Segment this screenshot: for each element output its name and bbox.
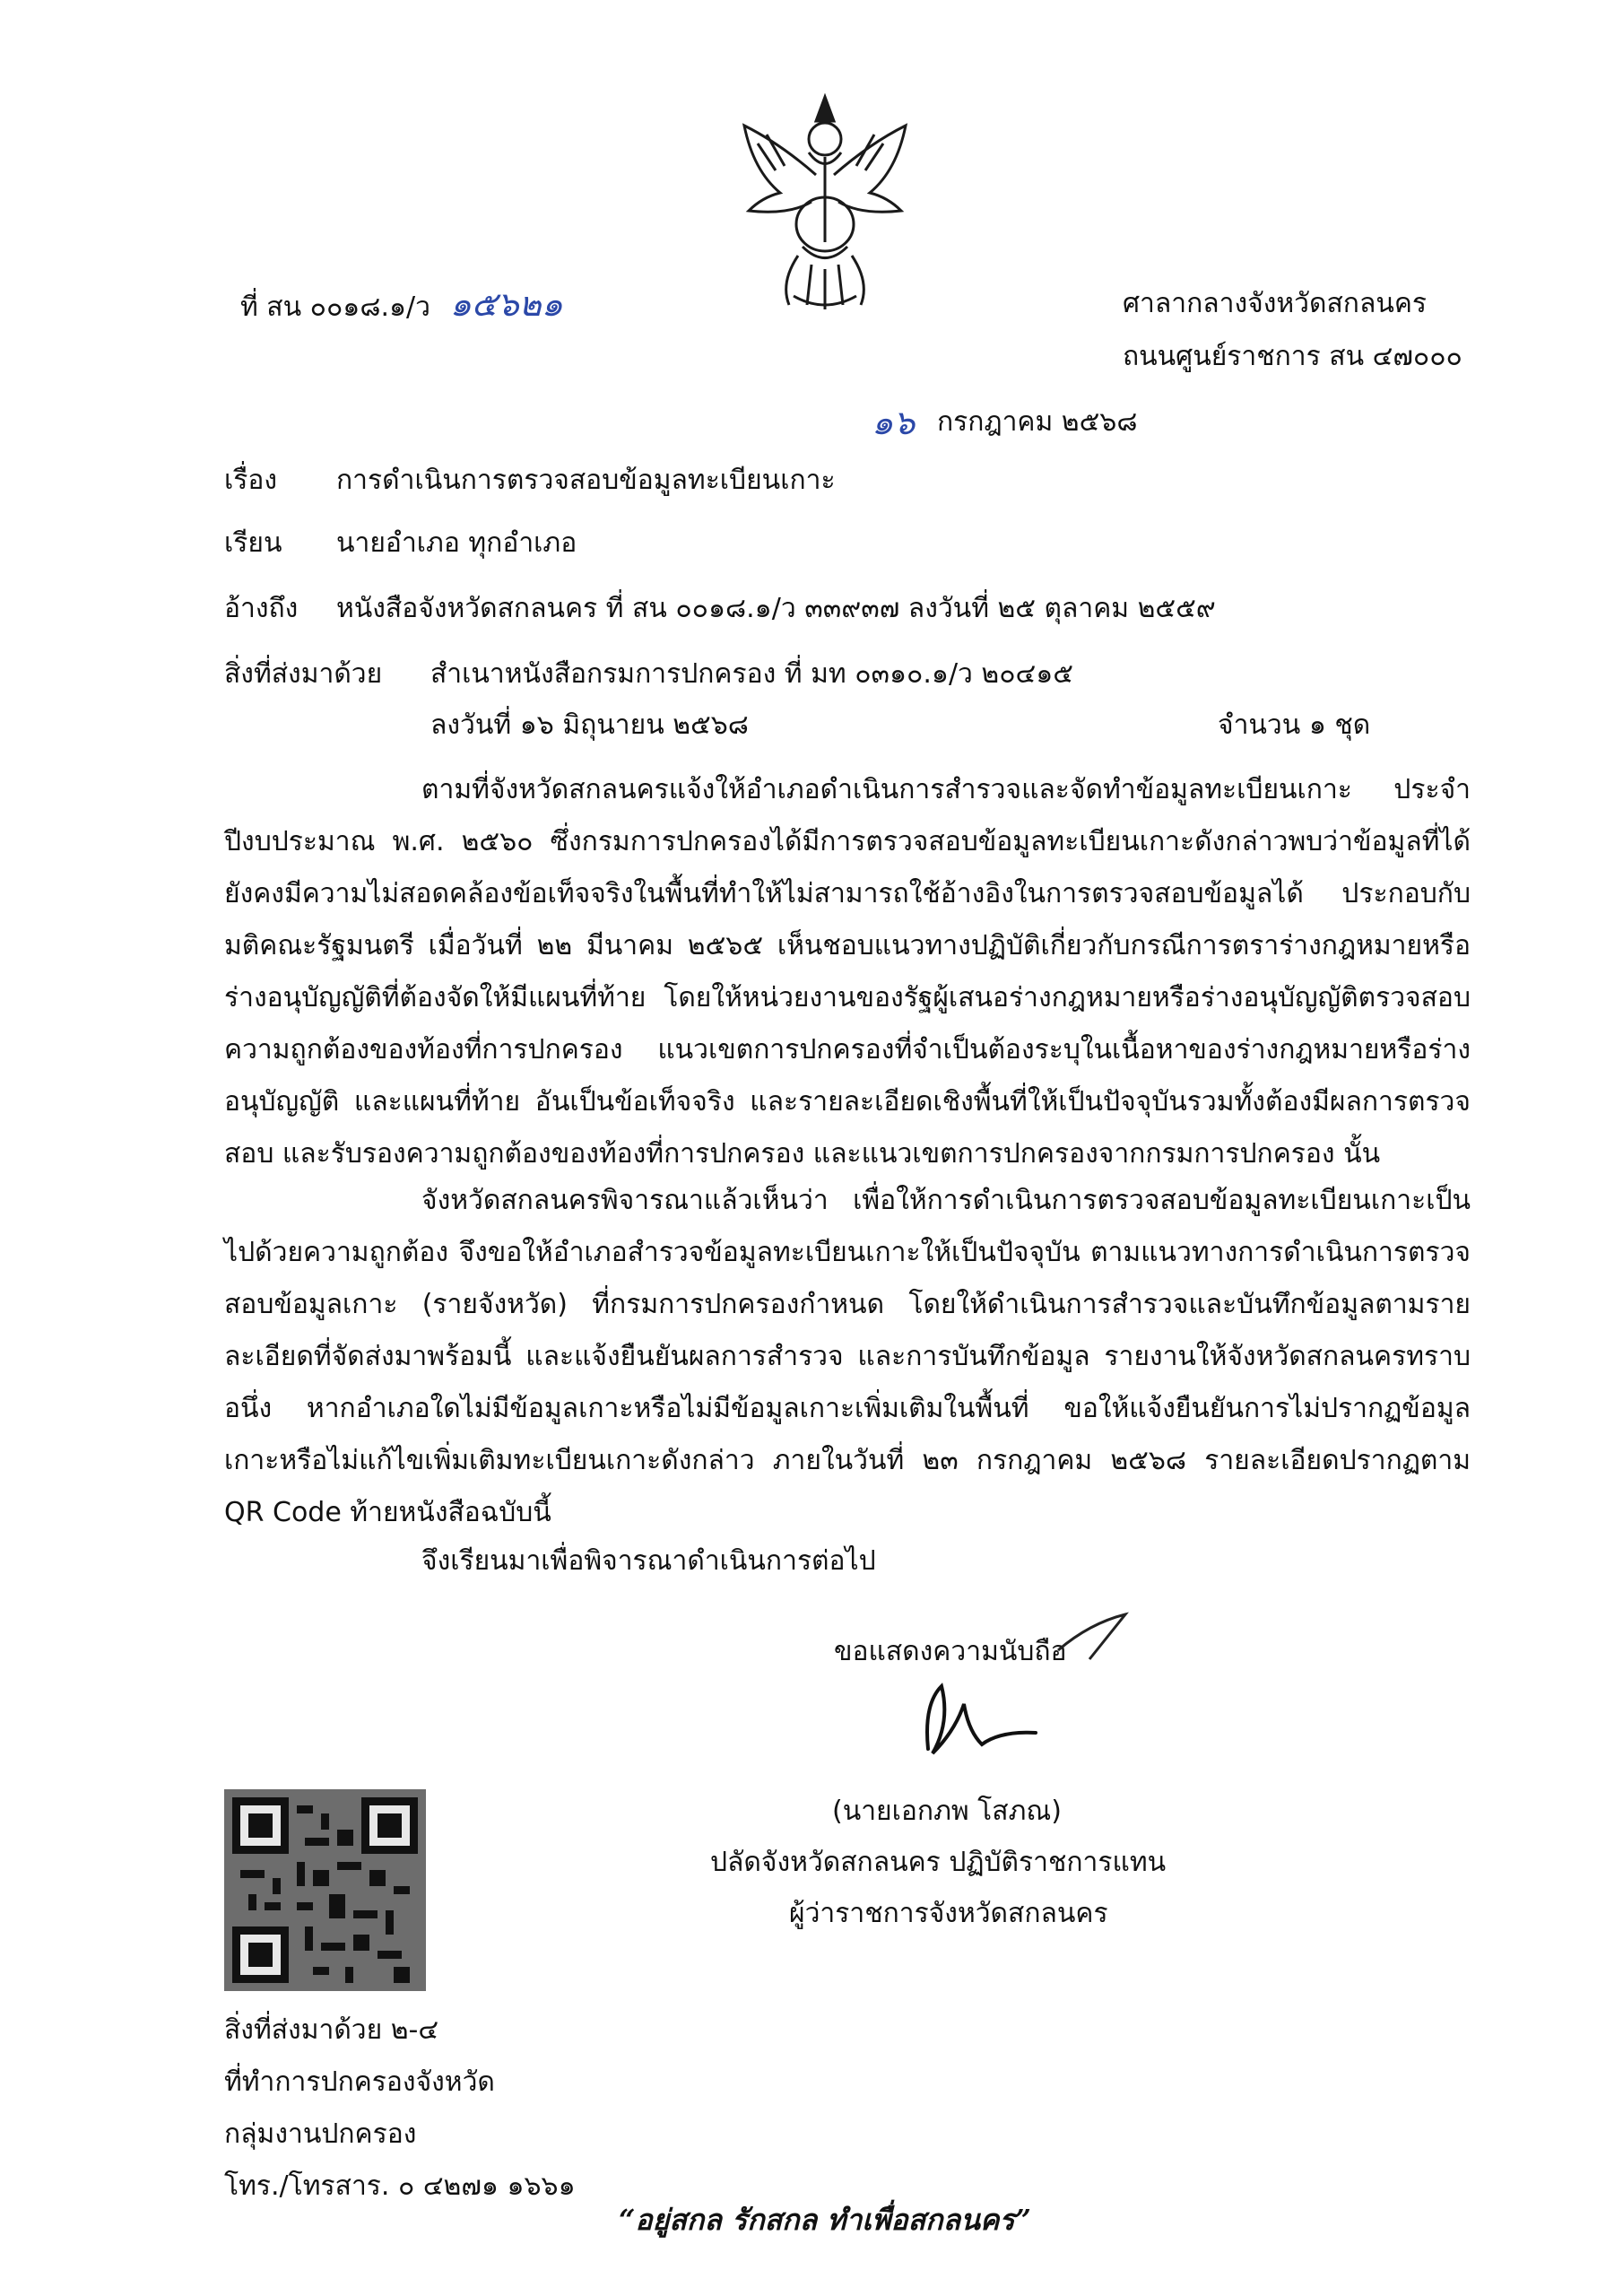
subject-text: การดำเนินการตรวจสอบข้อมูลทะเบียนเกาะ — [336, 465, 836, 496]
motto: “อยู่สกล รักสกล ทำเพื่อสกลนคร” — [619, 2203, 1031, 2237]
garuda-emblem-icon — [726, 90, 924, 314]
body-paragraph-1: ตามที่จังหวัดสกลนครแจ้งให้อำเภอดำเนินการสำรวจและจัดทำข้อมูลทะเบียนเกาะ ประจำปีงบประมาณ พ.ศ. ๒๕๖๐ ซึ่งกรมการปกครองได้มีการตรวจสอบข้อมูลทะเบียนเกาะดังกล่าวพบว่าข้อมูลที่ได้ยังคงมีความไม่สอดคล้องข้อเท็จจริงในพื้นที่ทำให้ไม่สามารถใช้อ้างอิงในการตรวจสอบข้อมูลได้ ประกอบกับมติคณะรัฐมนตรี เมื่อวันที่ ๒๒ มีนาคม ๒๕๖๕ เห็นชอบแนวทางปฏิบัติเกี่ยวกับกรณีการตราร่างกฎหมายหรือร่างอนุบัญญัติที่ต้องจัดให้มีแผนที่ท้าย โดยให้หน่วยงานของรัฐผู้เสนอร่างกฎหมายหรือร่างอนุบัญญัติตรวจสอบความถูกต้องของท้องที่การปกครอง แนวเขตการปกครองที่จำเป็นต้องระบุในเนื้อหาของร่างกฎหมายหรือร่างอนุบัญญัติ และแผนที่ท้าย อันเป็นข้อเท็จจริง และรายละเอียดเชิงพื้นที่ให้เป็นปัจจุบันรวมทั้งต้องมีผลการตรวจสอบ และรับรองความถูกต้องของท้องที่การปกครอง และแนวเขตการปกครองจากกรมการปกครอง นั้น — [224, 774, 1471, 1170]
handwritten-doc-number: ๑๕๖๒๑ — [449, 284, 563, 324]
body-paragraph-2: จังหวัดสกลนครพิจารณาแล้วเห็นว่า เพื่อให้การดำเนินการตรวจสอบข้อมูลทะเบียนเกาะเป็นไปด้วยความถูกต้อง จึงขอให้อำเภอสำรวจข้อมูลทะเบียนเกาะให้เป็นปัจจุบัน ตามแนวทางการดำเนินการตรวจสอบข้อมูลเกาะ (รายจังหวัด) ที่กรมการปกครองกำหนด โดยให้ดำเนินการสำรวจและบันทึกข้อมูลตามรายละเอียดที่จัดส่งมาพร้อมนี้ และแจ้งยืนยันผลการสำรวจ และการบันทึกข้อมูล รายงานให้จังหวัดสกลนครทราบ อนึ่ง หากอำเภอใดไม่มีข้อมูลเกาะหรือไม่มีข้อมูลเกาะเพิ่มเติมในพื้นที่ ขอให้แจ้งยืนยันการไม่ปรากฏข้อมูลเกาะหรือไม่แก้ไขเพิ่มเติมทะเบียนเกาะดังกล่าว ภายในวันที่ ๒๓ กรกฎาคม ๒๕๖๘ รายละเอียดปรากฏตาม QR Code ท้ายหนังสือฉบับนี้ — [224, 1185, 1471, 1528]
footer-phone: โทร./โทรสาร. ๐ ๔๒๗๑ ๑๖๖๑ — [224, 2170, 576, 2202]
enclosure-line1: สำเนาหนังสือกรมการปกครอง ที่ มท ๐๓๑๐.๑/ว ๒๐๔๑๕ — [430, 658, 1073, 690]
footer-attachments: สิ่งที่ส่งมาด้วย ๒-๔ — [224, 2014, 439, 2046]
footer-department: ที่ทำการปกครองจังหวัด — [224, 2066, 495, 2098]
sender-address: ถนนศูนย์ราชการ สน ๔๗๐๐๐ — [1123, 341, 1462, 372]
recipient-label: เรียน — [224, 527, 282, 559]
closing: ขอแสดงความนับถือ — [834, 1636, 1067, 1667]
footer-section: กลุ่มงานปกครอง — [224, 2118, 417, 2150]
pen-stroke-icon — [1054, 1610, 1134, 1664]
signature-icon — [901, 1668, 1063, 1767]
signer-position-2: ผู้ว่าราชการจังหวัดสกลนคร — [789, 1898, 1108, 1929]
enclosure-line2: ลงวันที่ ๑๖ มิถุนายน ๒๕๖๘ — [430, 709, 749, 741]
enclosure-quantity: จำนวน ๑ ชุด — [1218, 709, 1371, 741]
body-paragraph-3: จึงเรียนมาเพื่อพิจารณาดำเนินการต่อไป — [421, 1545, 876, 1577]
doc-number: ที่ สน ๐๐๑๘.๑/ว ๑๕๖๒๑ — [240, 284, 563, 324]
qr-code-icon — [224, 1789, 426, 1991]
enclosure-label: สิ่งที่ส่งมาด้วย — [224, 658, 383, 690]
subject-label: เรื่อง — [224, 465, 278, 496]
reference-text: หนังสือจังหวัดสกลนคร ที่ สน ๐๐๑๘.๑/ว ๓๓๙๓๗ ลงวันที่ ๒๕ ตุลาคม ๒๕๕๙ — [336, 593, 1216, 624]
reference-label: อ้างถึง — [224, 593, 299, 624]
signer-position-1: ปลัดจังหวัดสกลนคร ปฏิบัติราชการแทน — [710, 1847, 1167, 1878]
date-day-handwritten: ๑๖ — [872, 403, 916, 442]
date-month-year: กรกฎาคม ๒๕๖๘ — [937, 406, 1138, 438]
recipient-text: นายอำเภอ ทุกอำเภอ — [336, 527, 577, 559]
signer-name: (นายเอกภพ โสภณ) — [832, 1796, 1062, 1827]
sender-office: ศาลากลางจังหวัดสกลนคร — [1123, 288, 1428, 319]
